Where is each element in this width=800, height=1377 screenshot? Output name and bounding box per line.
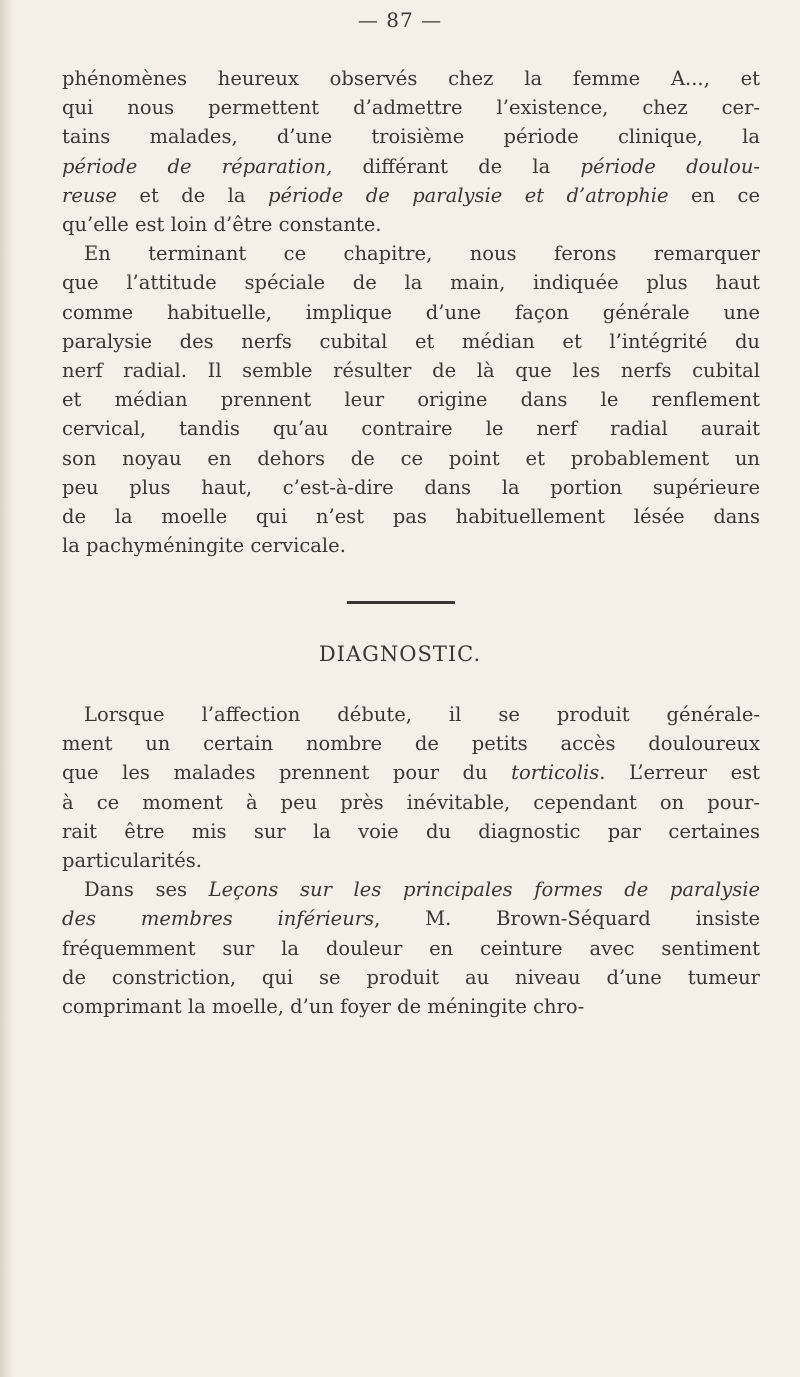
text-span: paralysie des nerfs cubital et médian et l’intégrité du bbox=[62, 329, 760, 353]
text-line bbox=[62, 731, 760, 757]
text-span: ment un certain nombre de petits accès douloureux bbox=[62, 732, 760, 756]
text-span: la pachyméningite cervicale. bbox=[62, 534, 346, 558]
text-line bbox=[62, 504, 760, 530]
text-span: qu’elle est loin d’être constante. bbox=[62, 213, 382, 236]
text-line bbox=[62, 300, 760, 326]
text-line bbox=[62, 906, 760, 932]
text-span: fréquemment sur la douleur en ceinture avec sentiment bbox=[62, 936, 760, 960]
text-line bbox=[62, 95, 760, 121]
text-span: différant de la bbox=[332, 154, 581, 178]
text-span: de la moelle qui n’est pas habituellement lésée dans bbox=[62, 505, 760, 528]
text-span: comprimant la moelle, d’un foyer de méningite chro- bbox=[62, 995, 585, 1018]
italic-text: période de réparation, bbox=[62, 154, 333, 178]
text-line bbox=[62, 819, 760, 845]
text-span: phénomènes heureux observés chez la femme A..., et bbox=[62, 67, 760, 90]
text-span: et de la bbox=[116, 183, 268, 207]
text-span: en ce bbox=[668, 183, 760, 207]
text-span: que l’attitude spéciale de la main, indiquée plus haut bbox=[62, 271, 760, 295]
text-line bbox=[62, 154, 760, 180]
text-line bbox=[62, 446, 760, 472]
text-line bbox=[84, 702, 760, 728]
italic-text: des membres inférieurs bbox=[62, 907, 375, 931]
text-line bbox=[84, 877, 760, 903]
text-span: que les malades prennent pour du bbox=[62, 761, 512, 785]
italic-text: reuse bbox=[62, 183, 117, 207]
page-edge-shadow bbox=[0, 0, 14, 1377]
text-line bbox=[62, 66, 760, 92]
text-span: tains malades, d’une troisième période clinique, la bbox=[62, 125, 760, 149]
text-span: son noyau en dehors de ce point et probablement un bbox=[62, 446, 760, 470]
text-span: comme habituelle, implique d’une façon générale une bbox=[62, 300, 760, 324]
page-number: — 87 — bbox=[357, 8, 443, 32]
text-span: et médian prennent leur origine dans le renflement bbox=[62, 388, 760, 412]
text-span: , M. Brown-Séquard insiste bbox=[374, 907, 760, 931]
text-span: . L’erreur est bbox=[599, 761, 760, 785]
text-line bbox=[62, 270, 760, 296]
text-line bbox=[62, 848, 760, 874]
text-span: peu plus haut, c’est-à-dire dans la portion supérieure bbox=[62, 475, 760, 499]
italic-text: période de paralysie et d’atrophie bbox=[267, 183, 669, 207]
text-line bbox=[62, 533, 760, 559]
text-line bbox=[62, 994, 760, 1020]
text-line bbox=[62, 790, 760, 816]
text-span: En terminant ce chapitre, nous ferons remarquer bbox=[84, 242, 760, 266]
section-heading: DIAGNOSTIC. bbox=[318, 642, 482, 666]
section-divider bbox=[347, 601, 455, 604]
text-line bbox=[62, 387, 760, 413]
text-line bbox=[62, 936, 760, 962]
text-span: particularités. bbox=[62, 849, 202, 872]
text-line bbox=[62, 212, 760, 238]
text-span: à ce moment à peu près inévitable, cependant on pour- bbox=[62, 790, 760, 814]
text-span: Lorsque l’affection débute, il se produit générale- bbox=[84, 703, 760, 726]
text-span: Dans ses bbox=[84, 878, 209, 902]
text-span: nerf radial. Il semble résulter de là que les nerfs cubital bbox=[62, 359, 760, 382]
text-line bbox=[62, 329, 760, 355]
text-line bbox=[62, 965, 760, 991]
text-line bbox=[62, 183, 760, 209]
text-line bbox=[62, 760, 760, 786]
italic-text: période doulou- bbox=[580, 154, 760, 178]
italic-text: Leçons sur les principales formes de paralysie bbox=[208, 878, 760, 902]
text-span: cervical, tandis qu’au contraire le nerf radial aurait bbox=[62, 417, 760, 441]
text-span: rait être mis sur la voie du diagnostic par certaines bbox=[62, 819, 760, 843]
text-line bbox=[62, 416, 760, 442]
text-line bbox=[62, 124, 760, 150]
text-span: qui nous permettent d’admettre l’existence, chez cer- bbox=[62, 96, 760, 120]
italic-text: torticolis bbox=[511, 761, 600, 785]
text-span: de constriction, qui se produit au niveau d’une tumeur bbox=[62, 965, 760, 989]
text-line bbox=[84, 241, 760, 267]
text-line bbox=[62, 358, 760, 384]
text-line bbox=[62, 475, 760, 501]
